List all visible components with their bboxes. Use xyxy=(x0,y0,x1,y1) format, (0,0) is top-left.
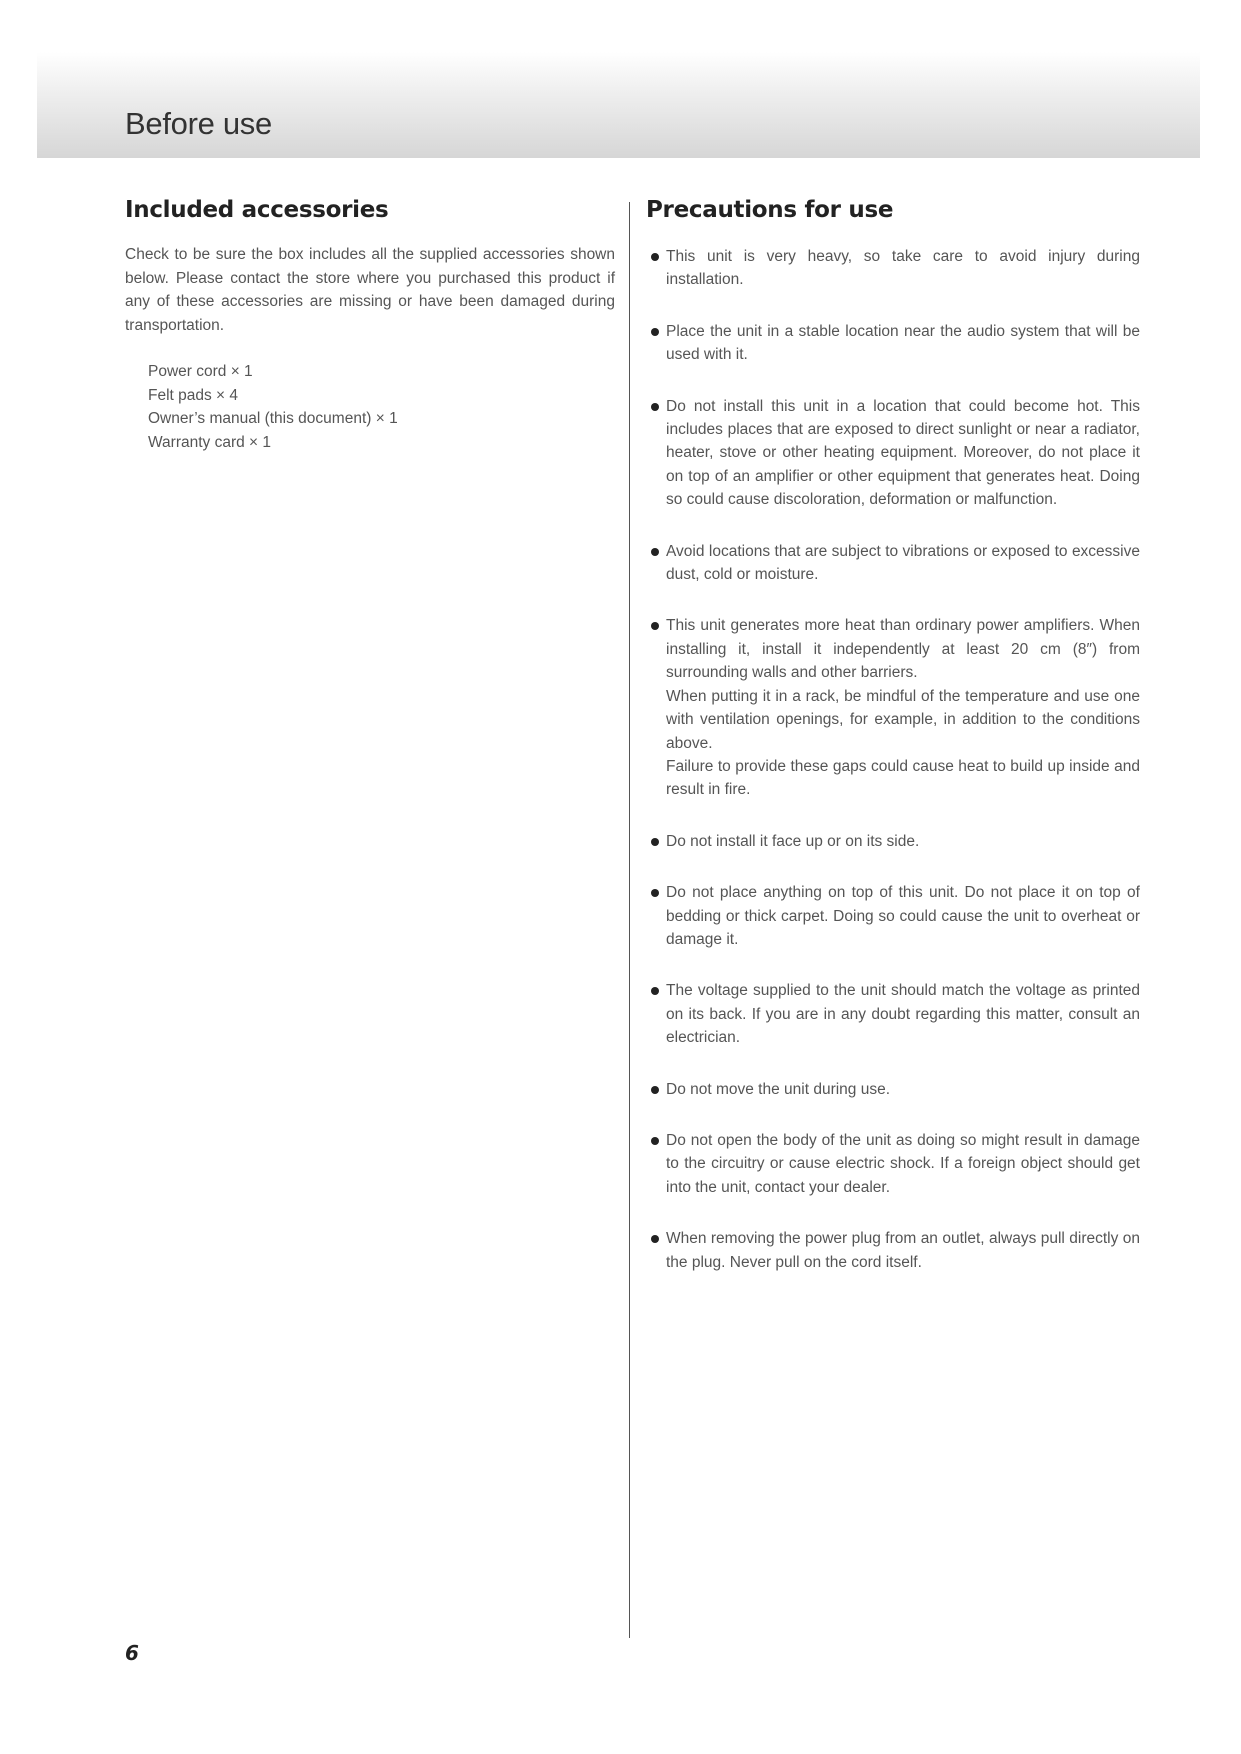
accessory-item: Felt pads × 4 xyxy=(148,386,239,404)
accessories-section xyxy=(125,197,615,454)
precaution-text: Do not open the body of the unit as doing so might result in damage to the circuitry or cause electric shock. If a foreign object should get into the unit, contact your dealer. xyxy=(666,1131,1140,1196)
bullet-icon xyxy=(651,987,659,995)
precautions-list xyxy=(646,245,1140,1274)
precaution-text: This unit is very heavy, so take care to avoid injury during installation. xyxy=(666,248,1140,289)
precaution-text: Avoid locations that are subject to vibrations or exposed to excessive dust, cold or moisture. xyxy=(666,542,1140,584)
precaution-item xyxy=(646,540,1140,587)
precaution-item xyxy=(646,1227,1140,1274)
precaution-text: Do not install this unit in a location that could become hot. This includes places that are exposed to direct sunlight or near a radiator, heater, stove or other heating equipment. Moreover, do not place it on top of an amplifier or other equipment that generates heat. Doing so could cause discoloration, deformation or malfunction. xyxy=(666,397,1140,509)
bullet-icon xyxy=(651,328,659,336)
accessories-list xyxy=(148,360,615,454)
page-number: 6 xyxy=(125,1641,139,1665)
bullet-icon xyxy=(651,253,659,261)
bullet-icon xyxy=(651,1235,659,1243)
precaution-text: Do not move the unit during use. xyxy=(666,1080,891,1098)
precaution-text: Do not place anything on top of this unit. Do not place it on top of bedding or thick carpet. Doing so could cause the unit to overheat or damage it. xyxy=(666,884,1140,948)
precaution-item xyxy=(646,830,1140,853)
precaution-item xyxy=(646,1129,1140,1199)
bullet-icon xyxy=(651,1137,659,1145)
bullet-icon xyxy=(651,622,659,630)
precaution-item xyxy=(646,614,1140,801)
accessory-item: Warranty card × 1 xyxy=(148,433,272,451)
accessories-intro: Check to be sure the box includes all the supplied accessories shown below. Please contact the store where you purchased this product if any of these accessories are missing or have been damaged during transportation. xyxy=(125,246,615,334)
precaution-item xyxy=(646,395,1140,512)
accessory-item: Power cord × 1 xyxy=(148,363,253,380)
bullet-icon xyxy=(651,403,659,411)
precautions-section xyxy=(646,197,1140,1302)
precaution-text: The voltage supplied to the unit should match the voltage as printed on its back. If you are in any doubt regarding this matter, consult an electrician. xyxy=(666,982,1140,1047)
precaution-item xyxy=(646,979,1140,1049)
bullet-icon xyxy=(651,838,659,846)
precaution-item xyxy=(646,1078,1140,1101)
header-band xyxy=(37,52,1200,158)
bullet-icon xyxy=(651,889,659,897)
precautions-heading: Precautions for use xyxy=(646,197,894,223)
precaution-text: Do not install it face up or on its side. xyxy=(666,832,920,850)
column-divider xyxy=(629,202,630,1638)
precaution-item xyxy=(646,320,1140,367)
page-title: Before use xyxy=(125,106,272,141)
precaution-text: Place the unit in a stable location near the audio system that will be used with it. xyxy=(666,322,1140,364)
precaution-text: When removing the power plug from an outlet, always pull directly on the plug. Never pull on the cord itself. xyxy=(666,1230,1140,1271)
bullet-icon xyxy=(651,1086,659,1094)
bullet-icon xyxy=(651,548,659,556)
accessory-item: Owner’s manual (this document) × 1 xyxy=(148,410,398,427)
accessories-heading: Included accessories xyxy=(125,197,389,223)
precaution-text: This unit generates more heat than ordinary power amplifiers. When installing it, install it independently at least 20 cm (8″) from surrounding walls and other barriers. When putting it in a rack, be mindful of the temperature and use one with ventilation openings, for example, in addition to the conditions above. Failure to provide these gaps could cause heat to build up inside and result in fire. xyxy=(666,617,1140,799)
precaution-item xyxy=(646,881,1140,951)
precaution-item xyxy=(646,245,1140,292)
